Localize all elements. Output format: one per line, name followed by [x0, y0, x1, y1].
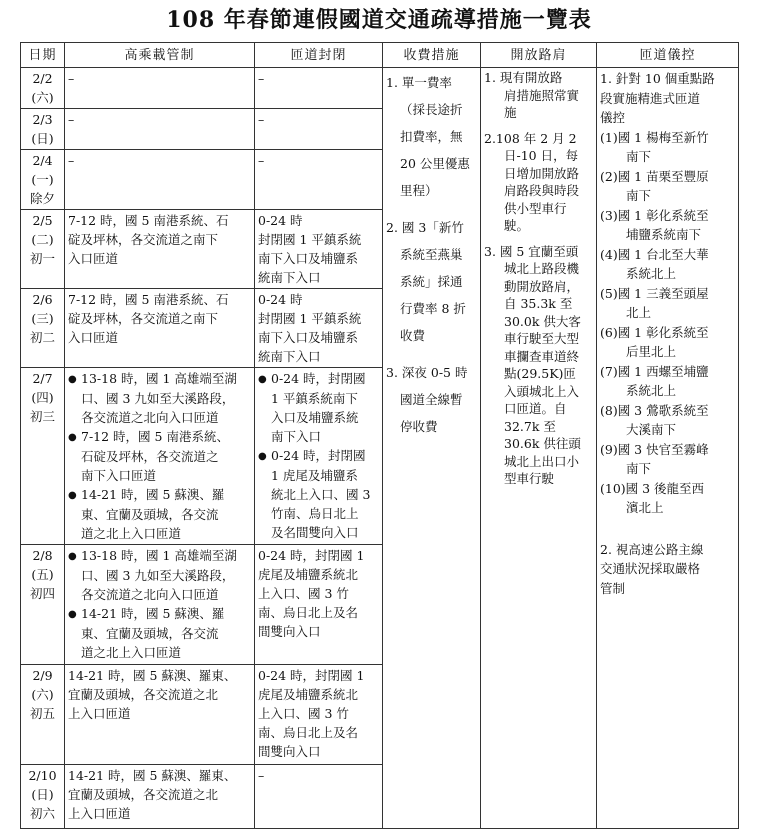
hov-text: 石碇及坪林，各交流道之	[81, 449, 219, 464]
ctrl-item-line: 系統北上	[626, 266, 677, 281]
ctrl-item-line: 大溪南下	[626, 422, 677, 437]
hov-text: 入口匝道	[68, 251, 119, 266]
ctrl-spacer	[600, 518, 735, 540]
open-line: 型車行駛	[504, 471, 555, 486]
hov-cell	[65, 68, 255, 109]
ctrl-outro-line: 交通狀況採取嚴格	[600, 561, 701, 576]
ramp-text: 0-24 時，封閉國	[271, 448, 366, 463]
hov-cell	[65, 210, 255, 289]
hov-text: 各交流道之北向入口匝道	[81, 410, 219, 425]
open-item	[484, 243, 593, 488]
fee-item	[386, 359, 477, 440]
open-line: 肩路段與時段	[504, 183, 580, 198]
open-line: 城北上路段機	[504, 261, 580, 276]
ramp-text: 南下入口	[271, 429, 322, 444]
date-line: (日)	[31, 787, 54, 802]
date-line: 2/7	[32, 371, 53, 386]
date-line: (四)	[31, 390, 54, 405]
open-line: 點(29.5K)匝	[504, 366, 576, 381]
hov-text: –	[68, 112, 75, 127]
ctrl-item-line: (8)國 3 鶯歌系統至	[600, 402, 709, 418]
ctrl-outro-line: 2. 視高速公路主線	[600, 541, 704, 557]
open-line: 日-10 日，每	[504, 148, 579, 163]
ramp-text: 0-24 時，封閉國 1	[258, 668, 365, 683]
ramp-cell	[255, 368, 383, 545]
ramp-cell	[255, 68, 383, 109]
ramp-text: 間雙向入口	[258, 744, 321, 759]
open-line: 自 35.3k 至	[504, 296, 573, 311]
header-open: 開放路肩	[481, 43, 597, 68]
ctrl-item-line: (6)國 1 彰化系統至	[600, 324, 709, 340]
fee-line: 3. 深夜 0-5 時	[386, 365, 468, 380]
ramp-text: 南下入口及埔鹽系	[258, 330, 359, 345]
open-shoulder-cell	[481, 68, 597, 829]
date-line: (二)	[31, 232, 54, 247]
ramp-text: 竹南、烏日北上	[271, 506, 359, 521]
date-line: (三)	[31, 311, 54, 326]
hov-text: 7-12 時，國 5 南港系統、石	[68, 292, 229, 307]
date-line: (一)	[31, 172, 54, 187]
open-line: 車行駛至大型	[504, 331, 580, 346]
open-line: 施	[504, 105, 517, 120]
date-cell	[21, 109, 65, 150]
date-line: 2/9	[32, 668, 53, 683]
hov-text: 14-21 時，國 5 蘇澳、羅	[81, 606, 225, 621]
fee-line: 系統」採通	[400, 274, 463, 289]
open-line: 2.108 年 2 月 2	[484, 130, 577, 146]
ctrl-item-line: (4)國 1 台北至大華	[600, 246, 709, 262]
date-cell	[21, 210, 65, 289]
open-line: 城北上出口小	[504, 453, 580, 469]
ctrl-item-line: 北上	[626, 305, 652, 320]
ramp-text: 0-24 時	[258, 292, 303, 307]
ctrl-item-line: 南下	[626, 149, 652, 164]
ramp-bullet-item	[258, 446, 379, 542]
open-line: 口匝道。自	[504, 401, 567, 416]
hov-text: –	[68, 71, 75, 86]
date-line: 初一	[29, 251, 55, 266]
fee-line: 1. 單一費率	[386, 75, 452, 90]
date-line: 2/8	[32, 548, 53, 563]
ramp-text: 0-24 時，封閉國	[271, 371, 366, 386]
hov-text: 東、宜蘭及頭城，各交流	[81, 626, 219, 641]
ramp-text: 虎尾及埔鹽系統北	[258, 687, 359, 702]
hov-cell	[65, 765, 255, 829]
open-line: 入頭城北上入	[504, 383, 580, 399]
ramp-cell	[255, 545, 383, 665]
ramp-text: 1 虎尾及埔鹽系	[271, 468, 358, 483]
ramp-text: 0-24 時，封閉國 1	[258, 548, 365, 563]
hov-text: 口、國 3 九如至大溪路段，	[81, 568, 235, 583]
hov-cell	[65, 545, 255, 665]
date-line: (日)	[31, 131, 54, 146]
traffic-measures-table	[20, 42, 739, 829]
header-hov: 高乘載管制	[65, 43, 255, 68]
date-cell	[21, 68, 65, 109]
ctrl-item-line: (2)國 1 苗栗至豐原	[600, 168, 709, 184]
fee-item	[386, 214, 477, 349]
fee-line: 停收費	[400, 419, 438, 434]
ramp-text: –	[258, 768, 265, 783]
hov-text: 東、宜蘭及頭城，各交流	[81, 507, 219, 522]
fee-line: 收費	[400, 328, 426, 343]
ctrl-item-line: (10)國 3 後龍至西	[600, 480, 705, 496]
hov-text: 14-21 時，國 5 蘇澳、羅東、	[68, 668, 237, 683]
hov-text: 上入口匝道	[68, 706, 131, 721]
hov-bullet-item	[68, 485, 251, 543]
hov-text: 南下入口匝道	[81, 468, 157, 483]
open-line: 動開放路肩，	[504, 278, 580, 294]
fee-cell	[383, 68, 481, 829]
hov-bullet-item	[68, 604, 251, 662]
ramp-text: 入口及埔鹽系統	[271, 410, 359, 425]
ramp-cell	[255, 109, 383, 150]
hov-text: 碇及坪林，各交流道之南下	[68, 311, 219, 326]
hov-text: 道之北上入口匝道	[81, 526, 182, 541]
open-line: 1. 現有開放路	[484, 70, 563, 85]
fee-line: （採長途折	[400, 102, 463, 117]
ramp-text: 上入口、國 3 竹	[258, 586, 349, 601]
fee-line: 扣費率，無	[400, 129, 463, 144]
hov-text: –	[68, 153, 75, 168]
open-line: 供小型車行	[504, 200, 567, 216]
date-cell	[21, 545, 65, 665]
open-line: 日增加開放路	[504, 165, 580, 181]
hov-cell	[65, 368, 255, 545]
ramp-text: 虎尾及埔鹽系統北	[258, 567, 359, 582]
ramp-text: 統南下入口	[258, 270, 321, 285]
hov-text: 13-18 時，國 1 高雄端至湖	[81, 371, 237, 386]
open-item	[484, 130, 593, 235]
open-line: 肩措施照常實	[504, 87, 580, 103]
hov-text: 7-12 時，國 5 南港系統、	[81, 429, 229, 444]
ctrl-item-line: (7)國 1 西螺至埔鹽	[600, 363, 709, 379]
ctrl-item-line: (5)國 1 三義至頭屋	[600, 285, 709, 301]
ramp-text: 上入口、國 3 竹	[258, 706, 349, 721]
header-ramp: 匝道封閉	[255, 43, 383, 68]
hov-bullet-item	[68, 369, 251, 427]
fee-line: 里程）	[400, 183, 438, 198]
ramp-cell	[255, 210, 383, 289]
ctrl-intro-line: 儀控	[600, 110, 626, 125]
date-line: 初五	[29, 706, 55, 721]
hov-text: 碇及坪林，各交流道之南下	[68, 232, 219, 247]
ctrl-item-line: (3)國 1 彰化系統至	[600, 207, 709, 223]
ctrl-item-line: (9)國 3 快官至霧峰	[600, 441, 709, 457]
ramp-text: 南、烏日北上及名	[258, 605, 359, 620]
ramp-text: –	[258, 153, 265, 168]
open-line: 32.7k 至	[504, 418, 556, 434]
hov-text: 7-12 時，國 5 南港系統、石	[68, 213, 229, 228]
date-line: 除夕	[29, 191, 55, 206]
date-line: (五)	[31, 567, 54, 582]
ramp-text: 統南下入口	[258, 349, 321, 364]
ctrl-item-line: 系統北上	[626, 383, 677, 398]
hov-text: 入口匝道	[68, 330, 119, 345]
hov-text: 宜蘭及頭城，各交流道之北	[68, 687, 219, 702]
hov-text: 14-21 時，國 5 蘇澳、羅	[81, 487, 225, 502]
ramp-text: 統北上入口、國 3	[271, 487, 371, 502]
hov-text: 口、國 3 九如至大溪路段，	[81, 391, 235, 406]
hov-cell	[65, 109, 255, 150]
date-line: 2/10	[28, 768, 57, 783]
date-cell	[21, 765, 65, 829]
hov-text: 上入口匝道	[68, 806, 131, 821]
ramp-text: 南下入口及埔鹽系	[258, 251, 359, 266]
ctrl-intro-line: 1. 針對 10 個重點路	[600, 71, 715, 86]
ramp-text: 封閉國 1 平鎮系統	[258, 232, 362, 247]
ctrl-item-line: 后里北上	[626, 344, 677, 359]
date-line: 初六	[29, 806, 55, 821]
open-line: 30.0k 供大客	[504, 313, 581, 329]
open-line: 車攔查車道終	[504, 348, 580, 364]
date-line: 初三	[29, 409, 55, 424]
ctrl-item-line: (1)國 1 楊梅至新竹	[600, 129, 709, 145]
ramp-cell	[255, 150, 383, 210]
open-line: 30.6k 供往頭	[504, 436, 581, 451]
open-line: 駛。	[504, 218, 530, 233]
date-line: 2/5	[32, 213, 53, 228]
ctrl-item-line: 埔鹽系統南下	[626, 227, 702, 242]
ramp-metering-cell	[597, 68, 739, 829]
date-line: 2/2	[32, 71, 53, 86]
fee-line: 20 公里優惠	[400, 156, 470, 171]
date-cell	[21, 665, 65, 765]
date-line: 初二	[29, 330, 55, 345]
ramp-text: –	[258, 112, 265, 127]
date-line: (六)	[31, 687, 54, 702]
fee-line: 國道全線暫	[400, 392, 463, 407]
date-cell	[21, 368, 65, 545]
hov-text: 13-18 時，國 1 高雄端至湖	[81, 548, 237, 563]
ramp-text: 0-24 時	[258, 213, 303, 228]
open-item	[484, 69, 593, 122]
ramp-text: 南、烏日北上及名	[258, 725, 359, 740]
ramp-text: 封閉國 1 平鎮系統	[258, 311, 362, 326]
table-row	[21, 68, 739, 109]
ctrl-item-line: 南下	[626, 461, 652, 476]
ramp-text: –	[258, 71, 265, 86]
header-ctrl: 匝道儀控	[597, 43, 739, 68]
ramp-cell	[255, 289, 383, 368]
date-line: 初四	[29, 586, 55, 601]
ramp-bullet-item	[258, 369, 379, 446]
ramp-cell	[255, 665, 383, 765]
header-date: 日期	[21, 43, 65, 68]
fee-line: 2. 國 3「新竹	[386, 220, 464, 235]
hov-text: 14-21 時，國 5 蘇澳、羅東、	[68, 768, 237, 783]
date-line: 2/3	[32, 112, 53, 127]
hov-text: 各交流道之北向入口匝道	[81, 587, 219, 602]
ramp-cell	[255, 765, 383, 829]
open-line: 3. 國 5 宜蘭至頭	[484, 243, 579, 259]
ctrl-item-line: 濱北上	[626, 500, 664, 515]
header-row	[21, 43, 739, 68]
ctrl-intro-line: 段實施精進式匝道	[600, 90, 701, 106]
fee-item	[386, 69, 477, 204]
hov-cell	[65, 665, 255, 765]
hov-text: 宜蘭及頭城，各交流道之北	[68, 787, 219, 802]
ctrl-outro-line: 管制	[600, 580, 626, 596]
fee-line: 行費率 8 折	[400, 301, 466, 316]
ctrl-item-line: 南下	[626, 188, 652, 203]
fee-line: 系統至燕巢	[400, 247, 463, 262]
hov-cell	[65, 150, 255, 210]
header-fee: 收費措施	[383, 43, 481, 68]
date-line: (六)	[31, 90, 54, 105]
ramp-text: 間雙向入口	[258, 624, 321, 639]
hov-bullet-item	[68, 546, 251, 604]
ramp-text: 1 平鎮系統南下	[271, 391, 358, 406]
date-line: 2/4	[32, 153, 53, 168]
date-cell	[21, 289, 65, 368]
ramp-text: 及名間雙向入口	[271, 525, 359, 540]
page-title: 108 年春節連假國道交通疏導措施一覽表	[166, 7, 592, 33]
hov-cell	[65, 289, 255, 368]
date-line: 2/6	[32, 292, 53, 307]
hov-text: 道之北上入口匝道	[81, 645, 182, 660]
hov-bullet-item	[68, 427, 251, 485]
date-cell	[21, 150, 65, 210]
